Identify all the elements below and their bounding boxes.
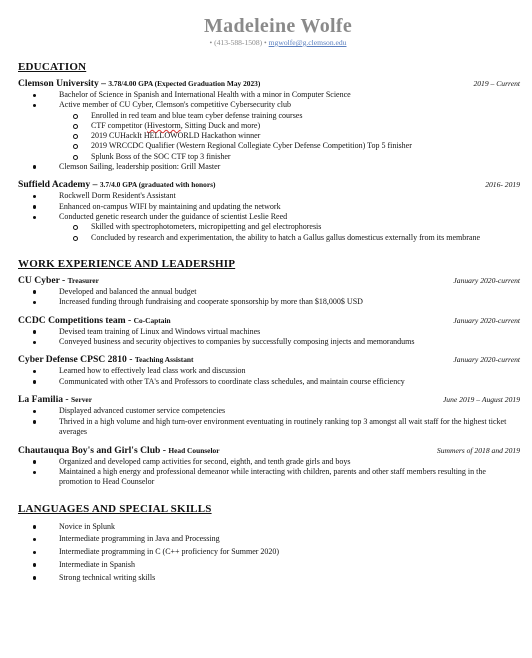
- education-entry-suffield: [18, 179, 520, 243]
- bullet-list: [18, 287, 520, 308]
- role-title: Treasurer: [67, 275, 99, 285]
- education-entry-clemson: [18, 78, 520, 172]
- list-item: Maintained a high energy and professional demeanor while interacting with children, parents and other staff members resulting in the promotion to Head Counselor: [18, 467, 520, 488]
- role-title: Co-Captain: [133, 315, 171, 325]
- list-item: Learned how to effectively lead class work and discussion: [18, 366, 520, 376]
- organization-name: Chautauqua Boy's and Girl's Club -: [18, 444, 166, 456]
- education-heading: EDUCATION: [18, 61, 87, 73]
- sub-list-item: Concluded by research and experimentation, the ability to hatch a Gallus gallus domesticus externally from its membrane: [18, 233, 520, 243]
- work-entry-cpsc-2810: [18, 354, 520, 387]
- bullet-list: [18, 366, 520, 387]
- skill-item: Strong technical writing skills: [18, 573, 520, 583]
- institution-name: Suffield Academy –: [18, 179, 98, 191]
- entry-date: January 2020-current: [453, 315, 520, 325]
- skill-item: Intermediate programming in C (C++ proficiency for Summer 2020): [18, 547, 520, 557]
- work-experience-heading: WORK EXPERIENCE AND LEADERSHIP: [18, 257, 236, 270]
- sub-list-item: Splunk Boss of the SOC CTF top 3 finisher: [18, 152, 520, 162]
- entry-date: January 2020-current: [453, 355, 520, 365]
- entry-date: June 2019 – August 2019: [442, 395, 520, 405]
- entry-date: 2019 – Current: [473, 79, 520, 88]
- sub-list-item: 2019 CUHackIt HELLOWORLD Hackathon winner: [18, 131, 520, 141]
- entry-header: [18, 179, 520, 191]
- skill-item: Intermediate programming in Java and Processing: [18, 534, 520, 544]
- work-entry-la-familia: [18, 394, 520, 437]
- entry-header: [18, 78, 520, 90]
- sub-list-item: Enrolled in red team and blue team cyber defense training courses: [18, 111, 520, 121]
- phone-number: • (413-588-1508) •: [209, 38, 267, 47]
- entry-header: [18, 275, 520, 287]
- organization-name: CU Cyber -: [18, 274, 66, 286]
- list-item: Enhanced on-campus WIFI by maintaining and updating the network: [18, 202, 520, 212]
- entry-header: [18, 445, 520, 457]
- list-item: Communicated with other TA's and Professors to coordinate class schedules, and maintain course efficiency: [18, 377, 520, 387]
- sub-item-text: , Sitting Duck and more): [180, 121, 261, 131]
- bullet-list: [18, 90, 520, 172]
- list-item: Active member of CU Cyber, Clemson's competitive Cybersecurity club: [18, 100, 520, 110]
- bullet-list: [18, 327, 520, 348]
- sub-item-text: CTF competitor (: [91, 121, 147, 131]
- work-entry-cu-cyber: [18, 275, 520, 308]
- list-item: Bachelor of Science in Spanish and International Health with a minor in Computer Science: [18, 90, 520, 100]
- sub-list-item: [18, 121, 520, 131]
- entry-date: Summers of 2018 and 2019: [436, 445, 520, 455]
- bullet-list: [18, 457, 520, 488]
- email-link[interactable]: mgwolfe@g.clemson.edu: [268, 38, 347, 47]
- list-item: Rockwell Dorm Resident's Assistant: [18, 191, 520, 201]
- entry-header: [18, 315, 520, 327]
- list-item: Devised team training of Linux and Windows virtual machines: [18, 327, 520, 337]
- list-item: Thrived in a high volume and high turn-over environment eventuating in routinely ranking top 3 amongst all wait staff for the highest ticket averages: [18, 417, 520, 438]
- sub-list-item: Skilled with spectrophotometers, micropipetting and gel electrophoresis: [18, 222, 520, 232]
- organization-name: La Familia -: [18, 394, 69, 406]
- skill-item: Novice in Splunk: [18, 522, 520, 532]
- skills-heading: LANGUAGES AND SPECIAL SKILLS: [18, 502, 212, 515]
- skills-list: [18, 522, 520, 583]
- bullet-list: [18, 406, 520, 437]
- entry-detail: 3.78/4.00 GPA (Expected Graduation May 2023): [108, 79, 261, 88]
- list-item: Displayed advanced customer service competencies: [18, 406, 520, 416]
- list-item: Increased funding through fundraising and cooperate sponsorship by more than $18,000$ USD: [18, 297, 520, 307]
- sub-list-item: 2019 WRCCDC Qualifier (Western Regional Collegiate Cyber Defense Competition) Top 5 finisher: [18, 141, 520, 151]
- organization-name: CCDC Competitions team -: [18, 314, 132, 326]
- entry-date: 2016- 2019: [485, 180, 520, 190]
- entry-date: January 2020-current: [453, 275, 520, 285]
- entry-header: [18, 394, 520, 406]
- entry-detail: 3.7/4.0 GPA (graduated with honors): [99, 180, 216, 190]
- institution-name: Clemson University –: [18, 78, 106, 89]
- work-entry-chautauqua: [18, 445, 520, 488]
- skill-item: Intermediate in Spanish: [18, 560, 520, 570]
- list-item: Conveyed business and security objectives to companies by successfully composing injects and memorandums: [18, 337, 520, 347]
- spellcheck-word: Hivestorm: [147, 121, 181, 131]
- list-item: Clemson Sailing, leadership position: Grill Master: [18, 162, 520, 172]
- list-item: Conducted genetic research under the guidance of scientist Leslie Reed: [18, 212, 520, 222]
- list-item: Organized and developed camp activities for second, eighth, and tenth grade girls and boys: [18, 457, 520, 467]
- list-item: Developed and balanced the annual budget: [18, 287, 520, 297]
- role-title: Head Counselor: [168, 445, 220, 455]
- role-title: Server: [71, 395, 92, 405]
- entry-header: [18, 354, 520, 366]
- work-entry-ccdc: [18, 315, 520, 348]
- role-title: Teaching Assistant: [134, 355, 194, 365]
- bullet-list: [18, 191, 520, 243]
- candidate-name: Madeleine Wolfe: [204, 15, 352, 37]
- organization-name: Cyber Defense CPSC 2810 -: [18, 354, 133, 366]
- contact-line: [36, 38, 520, 48]
